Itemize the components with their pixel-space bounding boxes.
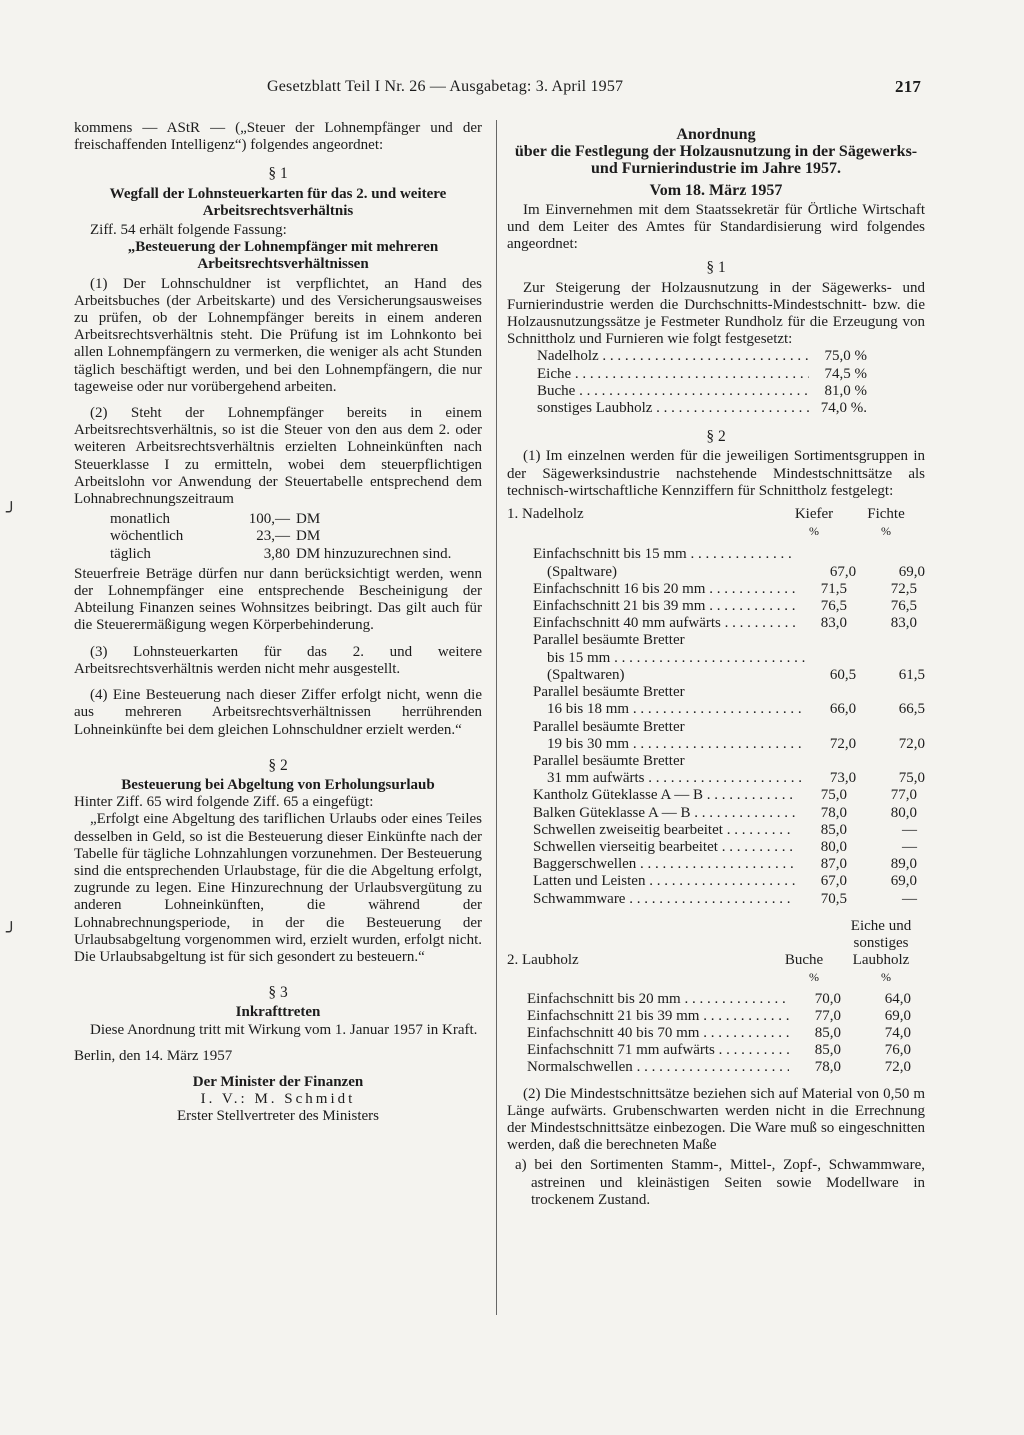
column-header: Eiche und sonstiges Laubholz — [850, 917, 912, 969]
cell-value: 73,0 — [829, 770, 857, 787]
cell-value: 72,0 — [884, 1059, 911, 1076]
cell-value: 80,0 — [890, 804, 917, 821]
doc-date: Vom 18. März 1957 — [649, 181, 783, 199]
unit-header: % % — [809, 970, 891, 985]
table-row — [533, 736, 925, 753]
laubholz-table — [527, 991, 919, 1077]
paragraph: Diese Anordnung tritt mit Wirkung vom 1. Januar 1957 in Kraft. — [90, 1021, 478, 1038]
cell-value: 70,5 — [820, 890, 847, 907]
cell-value: 72,0 — [898, 735, 925, 752]
row-label: 16 bis 18 mm . . . — [533, 701, 805, 718]
paragraph: Steuerfreie Beträge dürfen nur dann berücksichtigt werden, wenn der Lohnempfänger eine entsprechende Bescheinigung der Abteilung Finanzen seines Wohnsitzes beibringt. Das gilt auch für die Steuerermäßigung wegen Körperbehinderung. — [74, 565, 482, 634]
paragraph: (3) Lohnsteuerkarten für das 2. und weitere Arbeitsrechtsverhältnis werden nicht mehr ausgestellt. — [74, 643, 482, 677]
cell-value: 83,0 — [820, 615, 847, 632]
left-column — [74, 120, 482, 1126]
table-row — [527, 991, 919, 1008]
cell-value: 75,0 — [898, 770, 925, 787]
table-header — [507, 918, 925, 970]
table-row — [533, 701, 925, 718]
cell-value: 76,0 — [884, 1042, 911, 1059]
column-header: Kiefer — [794, 506, 834, 523]
row-label: Parallel besäumte Bretter — [533, 632, 685, 649]
table-row — [527, 1059, 919, 1076]
wood-rate-row: Eiche . . . 74,5 % — [537, 366, 867, 383]
cell-value: 89,0 — [890, 856, 917, 873]
margin-tick-mark: ╯ — [6, 922, 17, 942]
table-row — [533, 598, 925, 615]
table-row — [533, 719, 925, 736]
row-label: Parallel besäumte Bretter — [533, 684, 685, 701]
row-label: Balken Güteklasse A — B . . . — [533, 805, 795, 822]
table-row — [533, 650, 925, 667]
table-row — [533, 753, 925, 770]
rate-list — [74, 511, 482, 563]
cell-value: 77,0 — [890, 787, 917, 804]
row-label: Einfachschnitt 21 bis 39 mm . . . — [533, 598, 795, 615]
table-row — [533, 787, 925, 804]
margin-tick-mark: ╯ — [6, 502, 17, 522]
cell-value: 77,0 — [814, 1007, 841, 1024]
section-number: § 1 — [268, 165, 288, 183]
paragraph: (1) Der Lohnschuldner ist verpflichtet, an Hand des Arbeitsbuches (der Arbeitskarte) und des Versicherungsausweises zu prüfen, ob der Lohnempfänger bereits in einem anderen Arbeitsrechtsverhältnis steht. Die Prüfung ist im Lohnkonto bei allen Lohnempfängern zu vermerken, die weniger als acht Stunden täglich beschäftigt werden, und bei den Lohnempfängern, die nur tageweise oder nur vorübergehend arbeiten. — [74, 275, 482, 395]
rate-row: wöchentlich 23,— DM — [110, 528, 321, 545]
row-label: (Spaltwaren) — [547, 666, 625, 683]
section-number: § 2 — [706, 428, 726, 446]
table-row — [533, 684, 925, 701]
paragraph: (1) Im einzelnen werden für die jeweiligen Sortimentsgruppen in der Sägewerksindustrie nachstehende Mindestschnittsätze als technisch-wirtschaftliche Kennziffern für Schnittholz festgelegt: — [507, 448, 925, 499]
table-title: 1. Nadelholz — [507, 506, 584, 523]
header-title: Gesetzblatt Teil I Nr. 26 — Ausgabetag: 3. April 1957 — [267, 78, 624, 95]
cell-value: 61,5 — [898, 666, 925, 683]
cell-value: 71,5 — [820, 580, 847, 597]
table-row — [533, 839, 925, 856]
paragraph: Im Einvernehmen mit dem Staatssekretär für Örtliche Wirtschaft und dem Leiter des Amtes für Standardisierung wird folgendes angeordnet: — [507, 201, 925, 253]
row-label: Einfachschnitt 71 mm aufwärts . . . — [527, 1042, 789, 1059]
rate-row: monatlich 100,— DM — [110, 511, 321, 528]
column-header: Buche — [784, 952, 824, 969]
column-divider — [496, 120, 497, 1315]
section-number: § 1 — [706, 259, 726, 277]
cell-value: 85,0 — [820, 821, 847, 838]
nadelholz-table — [533, 546, 925, 907]
cell-value: 85,0 — [814, 1042, 841, 1059]
table-row — [533, 546, 925, 563]
table-row — [533, 615, 925, 632]
row-label: Normalschwellen . . . — [527, 1059, 789, 1076]
cell-value: 76,5 — [820, 598, 847, 615]
signature-block — [74, 1074, 482, 1126]
cell-value: — — [902, 890, 917, 907]
section-subtitle: „Besteuerung der Lohnempfänger mit mehreren Arbeitsrechtsverhältnissen — [127, 239, 439, 273]
wood-rate-row: sonstiges Laubholz . . . 74,0 %. — [537, 400, 867, 417]
cell-value: 72,0 — [829, 735, 857, 752]
signer-name: I. V.: M. Schmidt — [200, 1091, 356, 1108]
wood-rates-list — [537, 348, 867, 417]
table-row — [533, 822, 925, 839]
row-label: Schwellen vierseitig bearbeitet . . . — [533, 839, 795, 856]
cell-value: 72,5 — [890, 580, 917, 597]
table-row — [527, 1042, 919, 1059]
row-label: Latten und Leisten . . . — [533, 873, 795, 890]
row-label: Einfachschnitt 16 bis 20 mm . . . — [533, 581, 795, 598]
row-label: Kantholz Güteklasse A — B . . . — [533, 787, 795, 804]
rate-row: täglich 3,80 DM hinzuzurechnen sind. — [110, 545, 452, 562]
table-row — [533, 632, 925, 649]
table-row — [533, 770, 925, 787]
cell-value: 87,0 — [820, 856, 847, 873]
right-column — [507, 126, 925, 1209]
page-number: 217 — [895, 77, 922, 96]
cell-value: — — [902, 821, 917, 838]
table-header — [507, 506, 925, 523]
cell-value: 78,0 — [814, 1059, 841, 1076]
section-title: Besteuerung bei Abgeltung von Erholungsurlaub — [121, 776, 435, 793]
doc-title: Anordnung — [676, 126, 756, 143]
cell-value: 74,0 — [884, 1024, 911, 1041]
table-row — [533, 564, 925, 581]
cell-value: 83,0 — [890, 615, 917, 632]
row-label: Einfachschnitt 21 bis 39 mm . . . — [527, 1008, 789, 1025]
paragraph: (4) Eine Besteuerung nach dieser Ziffer erfolgt nicht, wenn die aus mehreren Arbeitsrechtsverhältnissen herrührenden Lohneinkünfte bei dem gleichen Lohnschuldner erzielt werden.“ — [74, 687, 482, 738]
unit-header: % % — [809, 524, 891, 539]
section-number: § 2 — [268, 756, 288, 774]
cell-value: 76,5 — [890, 598, 917, 615]
cell-value: 69,0 — [898, 563, 925, 580]
cell-value: 66,5 — [898, 701, 925, 718]
cell-value: 70,0 — [814, 990, 841, 1007]
cell-value: 85,0 — [814, 1024, 841, 1041]
signer-role: Erster Stellvertreter des Ministers — [176, 1108, 380, 1125]
cell-value: 64,0 — [884, 990, 911, 1007]
row-label: 31 mm aufwärts . . . — [533, 770, 805, 787]
table-row — [527, 1008, 919, 1025]
cell-value: 60,5 — [829, 666, 857, 683]
wood-rate-row: Nadelholz . . . 75,0 % — [537, 348, 867, 365]
table-row — [533, 581, 925, 598]
row-label: Einfachschnitt bis 20 mm . . . — [527, 991, 789, 1008]
table-title: 2. Laubholz — [507, 952, 579, 969]
place-date: Berlin, den 14. März 1957 — [74, 1047, 233, 1064]
cell-value: 66,0 — [829, 701, 857, 718]
section-number: § 3 — [268, 984, 288, 1002]
list-item: a) bei den Sortimenten Stamm-, Mittel-, Zopf-, Schwammware, astreinen und kleinästigen Seiten sowie Modellware in trockenem Zustand. — [515, 1157, 925, 1208]
cell-value: 67,0 — [829, 563, 857, 580]
row-label: bis 15 mm . . . — [533, 650, 805, 667]
cell-value: 80,0 — [820, 838, 847, 855]
paragraph: (2) Steht der Lohnempfänger bereits in einem Arbeitsrechtsverhältnis, so ist die Steuer von den aus dem 2. oder weiteren Arbeitsrechtsverhältnis erzielten Lohneinkünften nach Steuerklasse I zu ermitteln, wobei dem steuerpflichtigen Arbeitslohn vor Anwendung der Steuertabelle entsprechend dem Lohnabrechnungszeitraum — [74, 405, 482, 508]
row-label: Einfachschnitt 40 mm aufwärts . . . — [533, 615, 795, 632]
row-label: Schwammware . . . — [533, 891, 795, 908]
row-label: Schwellen zweiseitig bearbeitet . . . — [533, 822, 795, 839]
paragraph: Ziff. 54 erhält folgende Fassung: — [90, 222, 287, 239]
table-row — [533, 891, 925, 908]
cell-value: 75,0 — [820, 787, 847, 804]
paragraph: Hinter Ziff. 65 wird folgende Ziff. 65 a eingefügt: — [74, 794, 374, 811]
table-row — [533, 805, 925, 822]
row-label: Parallel besäumte Bretter — [533, 718, 685, 735]
cell-value: 67,0 — [820, 873, 847, 890]
doc-subtitle: über die Festlegung der Holzausnutzung in der Sägewerks- und Furnierindustrie im Jahre 1957. — [514, 143, 918, 178]
paragraph: Zur Steigerung der Holzausnutzung in der Sägewerks- und Furnierindustrie werden die Durchschnitts-Mindestschnitt- bzw. die Holzausnutzungssätze je Festmeter Rundholz für die Erzeugung von Schnittholz und Furnieren wie folgt festgesetzt: — [507, 279, 925, 348]
section-title: Inkrafttreten — [235, 1004, 321, 1021]
table-row — [533, 856, 925, 873]
table-row — [533, 873, 925, 890]
row-label: Parallel besäumte Bretter — [533, 752, 685, 769]
signer-title: Der Minister der Finanzen — [192, 1073, 364, 1090]
cell-value: 78,0 — [820, 804, 847, 821]
cell-value: 69,0 — [890, 873, 917, 890]
row-label: Einfachschnitt bis 15 mm . . . — [533, 546, 795, 563]
column-header: Fichte — [867, 506, 905, 523]
paragraph: „Erfolgt eine Abgeltung des tariflichen Urlaubs oder eines Teiles desselben in Geld, so ist die Besteuerung dieser Einkünfte nach der Tabelle für tägliche Lohnzahlungen vorzunehmen. Der Besteuerung sind die entsprechenden Urlaubstage, für die die Abgeltung erfolgt, zugrunde zu legen. Eine Hinzurechnung der Urlaubsvergütung zu anderen Lohneinkünften, die während der Lohnabrechnungsperiode, in der die Besteuerung der Urlaubsabgeltung vorgenommen wird, erzielt wurden, erfolgt nicht. Die Urlaubsabgeltung ist für sich gesondert zu besteuern.“ — [74, 811, 482, 965]
table-row — [533, 667, 925, 684]
wood-rate-row: Buche . . . 81,0 % — [537, 383, 867, 400]
section-title: Wegfall der Lohnsteuerkarten für das 2. und weitere Arbeitsrechtsverhältnis — [109, 185, 447, 219]
intro-text: kommens — AStR — („Steuer der Lohnempfänger und der freischaffenden Intelligenz“) folgendes angeordnet: — [74, 120, 482, 154]
table-row — [527, 1025, 919, 1042]
row-label: 19 bis 30 mm . . . — [533, 736, 805, 753]
row-label: Baggerschwellen . . . — [533, 856, 795, 873]
cell-value: — — [902, 838, 917, 855]
row-label: Einfachschnitt 40 bis 70 mm . . . — [527, 1025, 789, 1042]
cell-value: 69,0 — [884, 1007, 911, 1024]
paragraph: (2) Die Mindestschnittsätze beziehen sich auf Material von 0,50 m Länge aufwärts. Grubenschwarten werden nicht in die Errechnung der Mindestschnittsätze einbezogen. Die Ware muß so eingeschnitten werden, daß die berechneten Maße — [507, 1085, 925, 1154]
row-label: (Spaltware) — [547, 563, 617, 580]
page-header — [267, 78, 927, 96]
